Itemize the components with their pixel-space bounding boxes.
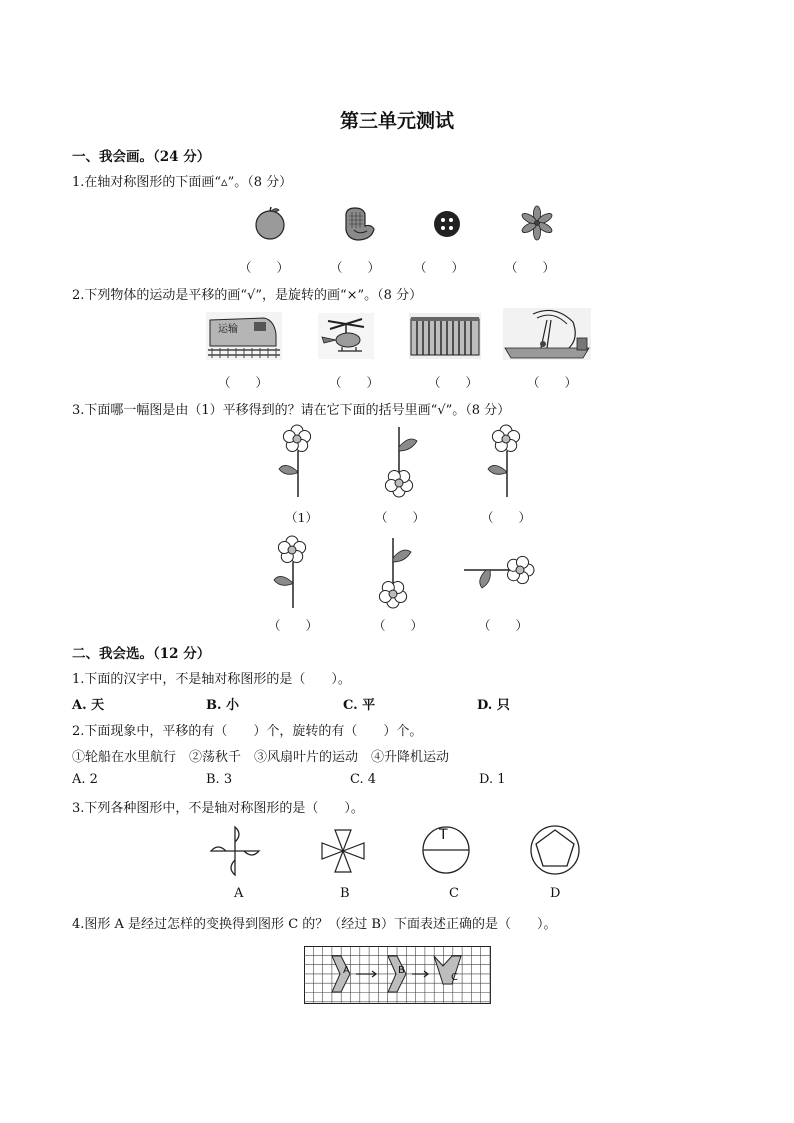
circle-t-icon: [420, 824, 472, 876]
s1-q3-blank-4[interactable]: （ ）: [268, 618, 319, 633]
pendulum-icon: [503, 308, 591, 360]
window-blind-icon: [409, 313, 481, 359]
s2-q2-option-b[interactable]: B. 3: [206, 772, 233, 787]
s2-q3-label-b[interactable]: B: [340, 886, 350, 901]
s2-q1-text: 1.下面的汉字中，不是轴对称图形的是（ ）。: [72, 672, 351, 687]
s2-q2-items: ①轮船在水里航行 ②荡秋千 ③风扇叶片的运动 ④升降机运动: [72, 750, 450, 765]
s2-q4-text: 4.图形 A 是经过怎样的变换得到图形 C 的？（经过 B）下面表述正确的是（ ）。: [72, 917, 557, 932]
s1-q1-blank-3[interactable]: （ ）: [414, 260, 465, 275]
shape-b-label: B: [398, 965, 405, 976]
s1-q3-blank-5[interactable]: （ ）: [373, 618, 424, 633]
s1-q2-text: 2.下列物体的运动是平移的画“√”，是旋转的画“×”。（8 分）: [72, 288, 423, 303]
s1-q2-blank-3[interactable]: （ ）: [428, 375, 479, 390]
mitten-icon: [341, 206, 377, 242]
flower-upright-icon: [484, 425, 528, 499]
s2-q1-option-b[interactable]: B. 小: [206, 698, 240, 713]
flower-icon: [520, 206, 554, 240]
s1-q1-blank-1[interactable]: （ ）: [239, 260, 290, 275]
s1-q3-blank-6[interactable]: （ ）: [478, 618, 529, 633]
pinwheel-icon: [208, 824, 262, 878]
s2-q3-text: 3.下列各种图形中，不是轴对称图形的是（ ）。: [72, 801, 364, 816]
s2-q2-text: 2.下面现象中，平移的有（ ）个，旋转的有（ ）个。: [72, 724, 423, 739]
s1-q1-blank-2[interactable]: （ ）: [330, 260, 381, 275]
shape-a-label: A: [343, 965, 350, 976]
s1-q1-text: 1.在轴对称图形的下面画“▵”。（8 分）: [72, 175, 293, 190]
helicopter-icon: [318, 313, 374, 359]
s1-q1-blank-4[interactable]: （ ）: [505, 260, 556, 275]
pentagon-in-circle-icon: [528, 823, 582, 877]
apple-icon: [254, 206, 286, 240]
train-icon: [206, 312, 282, 360]
circle-t-letter: T: [439, 827, 448, 843]
s2-q3-label-d[interactable]: D: [550, 886, 561, 901]
s2-q1-option-a[interactable]: A. 天: [72, 698, 105, 713]
s1-q3-blank-2[interactable]: （ ）: [375, 510, 426, 525]
bowtie-cross-icon: [318, 826, 368, 876]
s1-q2-blank-4[interactable]: （ ）: [527, 375, 578, 390]
button-icon: [432, 209, 462, 239]
s2-q2-option-c[interactable]: C. 4: [350, 772, 377, 787]
s2-q1-option-c[interactable]: C. 平: [343, 698, 376, 713]
flower-inverted-icon: [373, 536, 413, 610]
flower-inverted-icon: [379, 425, 419, 499]
s2-q3-label-a[interactable]: A: [234, 886, 244, 901]
s2-q3-label-c[interactable]: C: [449, 886, 459, 901]
s2-q2-option-a[interactable]: A. 2: [72, 772, 98, 787]
s1-q3-blank-3[interactable]: （ ）: [481, 510, 532, 525]
flower-upright-icon: [275, 425, 319, 499]
page-title: 第三单元测试: [339, 110, 454, 132]
flower-upright-icon: [270, 536, 314, 610]
s2-q1-option-d[interactable]: D. 只: [477, 698, 510, 713]
section1-heading: 一、我会画。（24 分）: [72, 149, 211, 165]
section2-heading: 二、我会选。（12 分）: [72, 646, 211, 662]
shape-c-label: C: [451, 972, 458, 983]
s1-q2-blank-2[interactable]: （ ）: [329, 375, 380, 390]
s1-q2-blank-1[interactable]: （ ）: [218, 375, 269, 390]
s2-q2-option-d[interactable]: D. 1: [479, 772, 506, 787]
flower-rotated-icon: [462, 550, 536, 590]
s1-q3-label-1: （1）: [285, 510, 318, 525]
train-text: 运输: [218, 324, 238, 335]
s1-q3-text: 3.下面哪一幅图是由（1）平移得到的？请在它下面的括号里画“√”。（8 分）: [72, 403, 511, 418]
transformation-grid: [304, 946, 491, 1004]
